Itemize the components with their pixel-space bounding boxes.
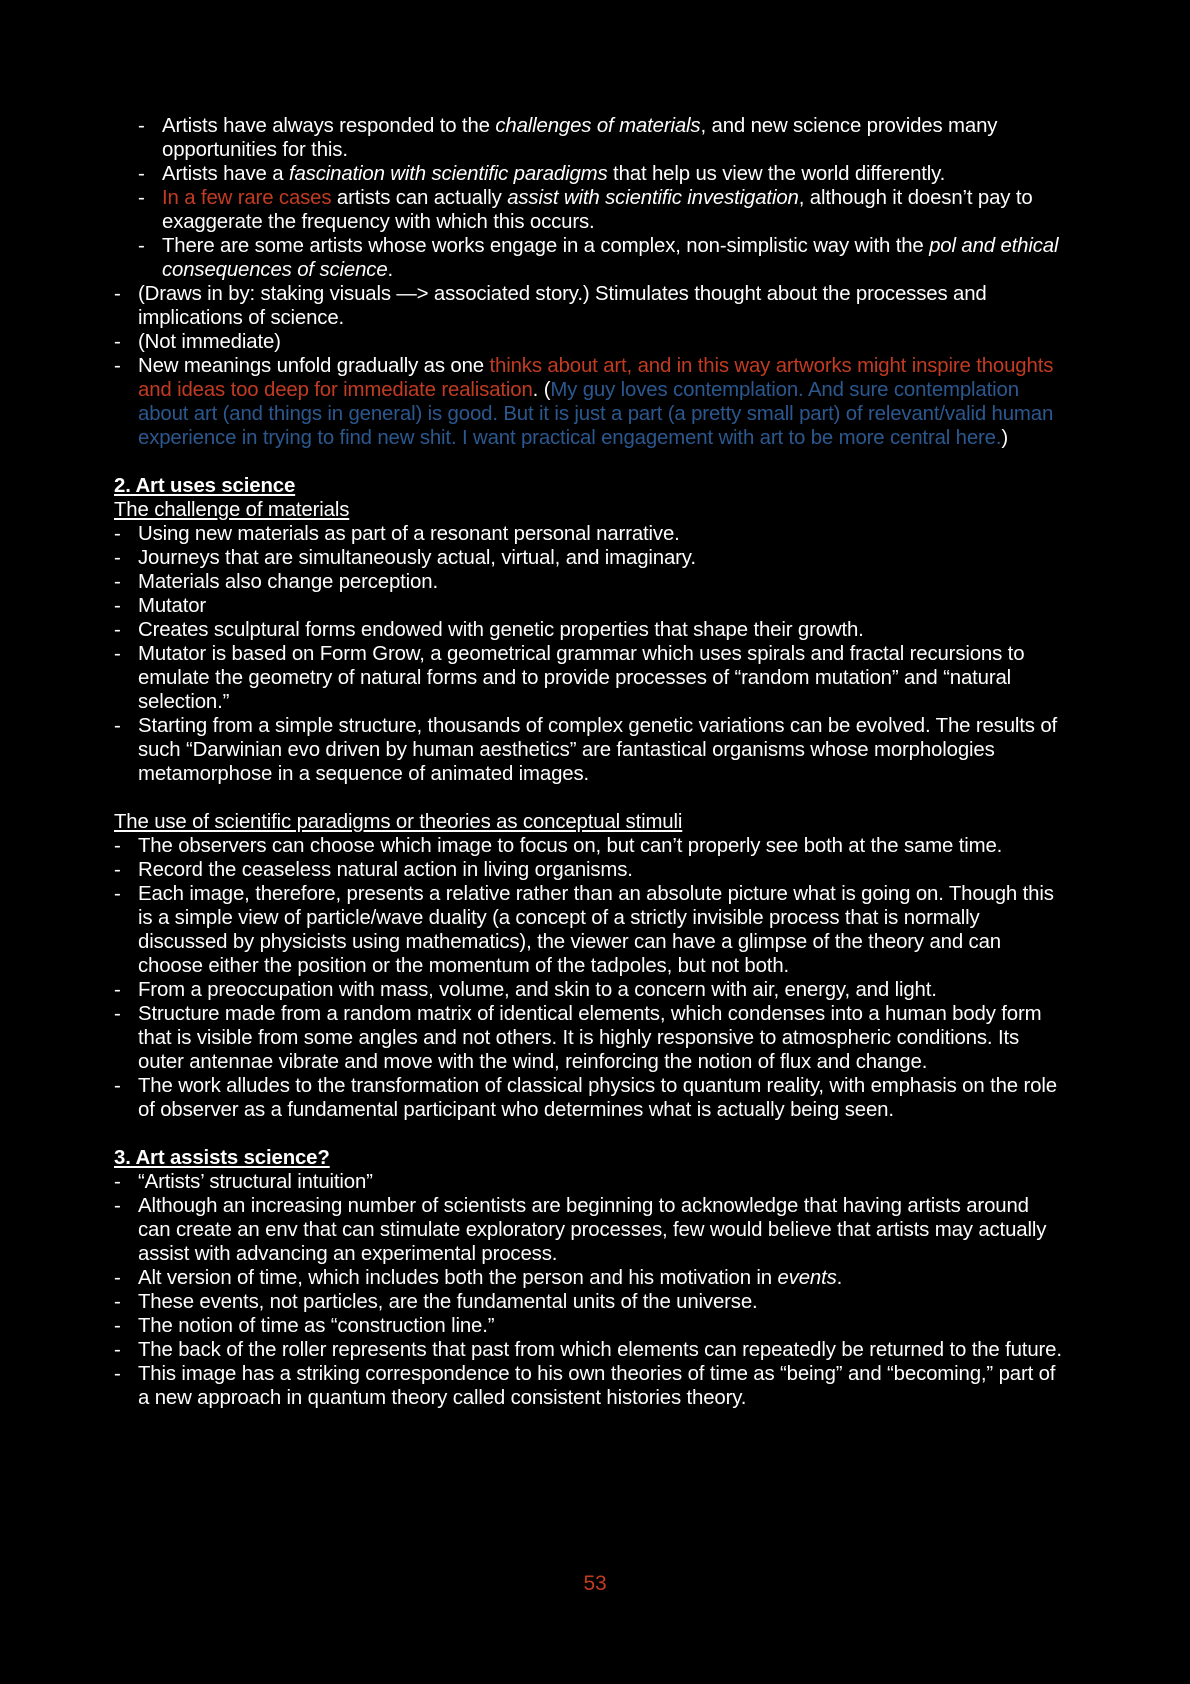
- list-item: - The observers can choose which image to focus on, but can’t properly see both at the same time.: [114, 834, 1064, 858]
- emphasis: assist with scientific investigation: [507, 187, 799, 209]
- list-item: - The notion of time as “construction line.”: [114, 1314, 1064, 1338]
- section-heading: 2. Art uses science: [114, 475, 296, 497]
- spacer: [114, 786, 1064, 810]
- list-item: - In a few rare cases artists can actually assist with scientific investigation, although it doesn’t pay to exaggerate the frequency with which this occurs.: [138, 186, 1064, 234]
- subsection-heading: The use of scientific paradigms or theories as conceptual stimuli: [114, 811, 683, 833]
- highlight-red: thinks about art, and in this way artworks might inspire thoughts and ideas too deep for immediate realisation: [138, 355, 1054, 401]
- list-item: - There are some artists whose works engage in a complex, non-simplistic way with the pol and ethical consequences of science.: [138, 234, 1064, 282]
- list-item: - These events, not particles, are the fundamental units of the universe.: [114, 1290, 1064, 1314]
- list-item: - Mutator is based on Form Grow, a geometrical grammar which uses spirals and fractal recursions to emulate the geometry of natural forms and to provide processes of “random mutation” and “natural selection.”: [114, 642, 1064, 714]
- subsection-heading: The challenge of materials: [114, 499, 350, 521]
- list-item: - Creates sculptural forms endowed with genetic properties that shape their growth.: [114, 618, 1064, 642]
- list-item: - Each image, therefore, presents a relative rather than an absolute picture what is going on. Though this is a simple view of particle/wave duality (a concept of a strictly invisible process that is normally discussed by physicists using mathematics), the viewer can have a glimpse of the theory and can choose either the position or the momentum of the tadpoles, but not both.: [114, 882, 1064, 978]
- intro-nested-list: [138, 114, 1064, 282]
- spacer: [114, 450, 1064, 474]
- paradigms-list: [114, 834, 1064, 1122]
- highlight-red: In a few rare cases: [162, 187, 332, 209]
- list-item: - Mutator: [114, 594, 1064, 618]
- list-item: - Although an increasing number of scientists are beginning to acknowledge that having artists around can create an env that can stimulate exploratory processes, few would believe that artists may actually assist with advancing an experimental process.: [114, 1194, 1064, 1266]
- list-item: - New meanings unfold gradually as one thinks about art, and in this way artworks might inspire thoughts and ideas too deep for immediate realisation. (My guy loves contemplation. And sure contemplation about art (and things in general) is good. But it is just a part (a pretty small part) of relevant/valid human experience in trying to find new shit. I want practical engagement with art to be more central here.): [114, 354, 1064, 450]
- list-item: - Record the ceaseless natural action in living organisms.: [114, 858, 1064, 882]
- section-heading: 3. Art assists science?: [114, 1147, 330, 1169]
- list-item: - Journeys that are simultaneously actual, virtual, and imaginary.: [114, 546, 1064, 570]
- assists-list: [114, 1170, 1064, 1410]
- list-item: - From a preoccupation with mass, volume, and skin to a concern with air, energy, and light.: [114, 978, 1064, 1002]
- annotation-note-blue: My guy loves contemplation. And sure contemplation about art (and things in general) is good. But it is just a part (a pretty small part) of relevant/valid human experience in trying to find new shit. I want practical engagement with art to be more central here.: [138, 379, 1054, 449]
- list-item: - “Artists’ structural intuition”: [114, 1170, 1064, 1194]
- list-item: - Alt version of time, which includes both the person and his motivation in events.: [114, 1266, 1064, 1290]
- list-item: - Artists have always responded to the challenges of materials, and new science provides many opportunities for this.: [138, 114, 1064, 162]
- list-item: - (Draws in by: staking visuals —> associated story.) Stimulates thought about the processes and implications of science.: [114, 282, 1064, 330]
- list-item: - The back of the roller represents that past from which elements can repeatedly be returned to the future.: [114, 1338, 1064, 1362]
- list-item: - Using new materials as part of a resonant personal narrative.: [114, 522, 1064, 546]
- spacer: [114, 1122, 1064, 1146]
- page-number: 53: [583, 1572, 607, 1595]
- list-item: - The work alludes to the transformation of classical physics to quantum reality, with emphasis on the role of observer as a fundamental participant who determines what is actually being seen.: [114, 1074, 1064, 1122]
- list-item: - Starting from a simple structure, thousands of complex genetic variations can be evolved. The results of such “Darwinian evo driven by human aesthetics” are fantastical organisms whose morphologies metamorphose in a sequence of animated images.: [114, 714, 1064, 786]
- list-item: - Structure made from a random matrix of identical elements, which condenses into a human body form that is visible from some angles and not others. It is highly responsive to atmospheric conditions. Its outer antennae vibrate and move with the wind, reinforcing the notion of flux and change.: [114, 1002, 1064, 1074]
- list-item: - This image has a striking correspondence to his own theories of time as “being” and “becoming,” part of a new approach in quantum theory called consistent histories theory.: [114, 1362, 1064, 1410]
- emphasis: pol and ethical consequences of science: [162, 235, 1059, 281]
- materials-list: [114, 522, 1064, 786]
- document-page: [114, 114, 1064, 1410]
- emphasis: challenges of materials: [495, 115, 701, 137]
- emphasis: fascination with scientific paradigms: [288, 163, 608, 185]
- list-item: - Materials also change perception.: [114, 570, 1064, 594]
- list-item: - Artists have a fascination with scientific paradigms that help us view the world differently.: [138, 162, 1064, 186]
- list-item: - (Not immediate): [114, 330, 1064, 354]
- intro-list: [114, 282, 1064, 450]
- emphasis: events: [777, 1267, 837, 1289]
